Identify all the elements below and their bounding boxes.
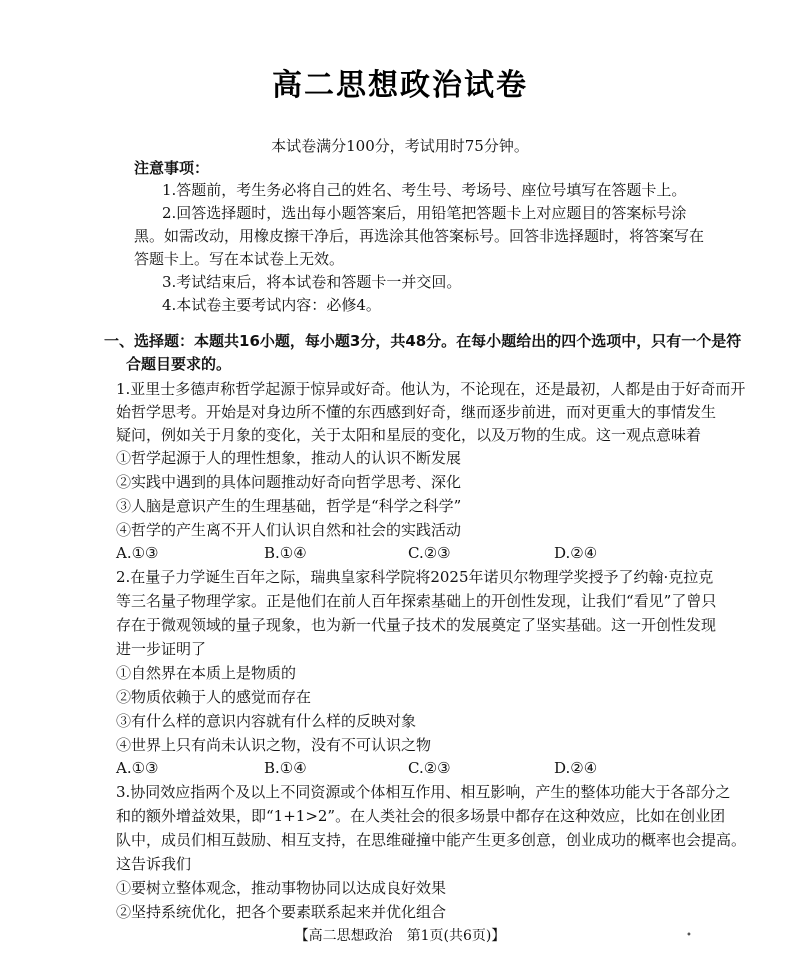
question-1-statement: ②实践中遇到的具体问题推动好奇向哲学思考、深化 <box>116 473 462 491</box>
option-c: C.②③ <box>408 544 451 562</box>
question-2-statement: ④世界上只有尚未认识之物，没有不可认识之物 <box>116 736 432 754</box>
option-b: B.①④ <box>264 759 307 777</box>
question-2-stem: 2.在量子力学诞生百年之际，瑞典皇家科学院将2025年诺贝尔物理学奖授予了约翰·克拉克 <box>116 568 714 586</box>
section-heading: 一、选择题：本题共16小题，每小题3分，共48分。在每小题给出的四个选项中，只有一个是符 <box>104 332 742 350</box>
question-2-statement: ②物质依赖于人的感觉而存在 <box>116 688 312 706</box>
page-footer: 【高二思想政治 第1页(共6页)】 <box>294 928 506 944</box>
question-2-stem: 存在于微观领域的量子现象，也为新一代量子技术的发展奠定了坚实基础。这一开创性发现 <box>116 616 717 634</box>
question-3-stem: 队中，成员们相互鼓励、相互支持，在思维碰撞中能产生更多创意，创业成功的概率也会提高。 <box>116 831 747 849</box>
notice-line: 4.本试卷主要考试内容：必修4。 <box>162 296 381 314</box>
question-3-statement: ②坚持系统优化，把各个要素联系起来并优化组合 <box>116 903 447 921</box>
notice-line: 答题卡上。写在本试卷上无效。 <box>134 250 345 268</box>
question-1-statement: ④哲学的产生离不开人们认识自然和社会的实践活动 <box>116 521 462 539</box>
page-title: 高二思想政治试卷 <box>272 68 528 103</box>
question-1-stem: 1.亚里士多德声称哲学起源于惊异或好奇。他认为，不论现在，还是最初，人都是由于好奇而开 <box>116 380 746 398</box>
question-1-stem: 疑问，例如关于月象的变化，关于太阳和星辰的变化，以及万物的生成。这一观点意味着 <box>116 426 702 444</box>
exam-info: 本试卷满分100分，考试用时75分钟。 <box>271 137 529 155</box>
question-2-statement: ①自然界在本质上是物质的 <box>116 664 297 682</box>
option-d: D.②④ <box>554 759 598 777</box>
question-1-stem: 始哲学思考。开始是对身边所不懂的东西感到好奇，继而逐步前进，而对更重大的事情发生 <box>116 403 717 421</box>
question-3-statement: ①要树立整体观念，推动事物协同以达成良好效果 <box>116 879 447 897</box>
option-c: C.②③ <box>408 759 451 777</box>
question-2-stem: 等三名量子物理学家。正是他们在前人百年探索基础上的开创性发现，让我们“看见”了曾只 <box>116 592 717 610</box>
corner-mark: • <box>686 930 692 941</box>
notice-line: 3.考试结束后，将本试卷和答题卡一并交回。 <box>162 273 462 291</box>
question-3-stem: 这告诉我们 <box>116 855 192 873</box>
notice-line: 2.回答选择题时，选出每小题答案后，用铅笔把答题卡上对应题目的答案标号涂 <box>162 204 687 222</box>
option-b: B.①④ <box>264 544 307 562</box>
question-1-options <box>116 543 696 563</box>
section-heading: 合题目要求的。 <box>126 355 232 373</box>
question-2-statement: ③有什么样的意识内容就有什么样的反映对象 <box>116 712 417 730</box>
notice-line: 黑。如需改动，用橡皮擦干净后，再选涂其他答案标号。回答非选择题时，将答案写在 <box>134 227 705 245</box>
question-2-options <box>116 758 696 778</box>
option-d: D.②④ <box>554 544 598 562</box>
option-a: A.①③ <box>116 759 159 777</box>
question-1-statement: ①哲学起源于人的理性想象，推动人的认识不断发展 <box>116 449 462 467</box>
question-1-statement: ③人脑是意识产生的生理基础，哲学是“科学之科学” <box>116 497 462 515</box>
question-2-stem: 进一步证明了 <box>116 640 207 658</box>
question-3-stem: 和的额外增益效果，即“1+1>2”。在人类社会的很多场景中都存在这种效应，比如在创业团 <box>116 807 726 825</box>
notice-heading: 注意事项： <box>134 159 210 177</box>
question-3-stem: 3.协同效应指两个及以上不同资源或个体相互作用、相互影响，产生的整体功能大于各部分之 <box>116 783 731 801</box>
notice-line: 1.答题前，考生务必将自己的姓名、考生号、考场号、座位号填写在答题卡上。 <box>162 181 687 199</box>
option-a: A.①③ <box>116 544 159 562</box>
